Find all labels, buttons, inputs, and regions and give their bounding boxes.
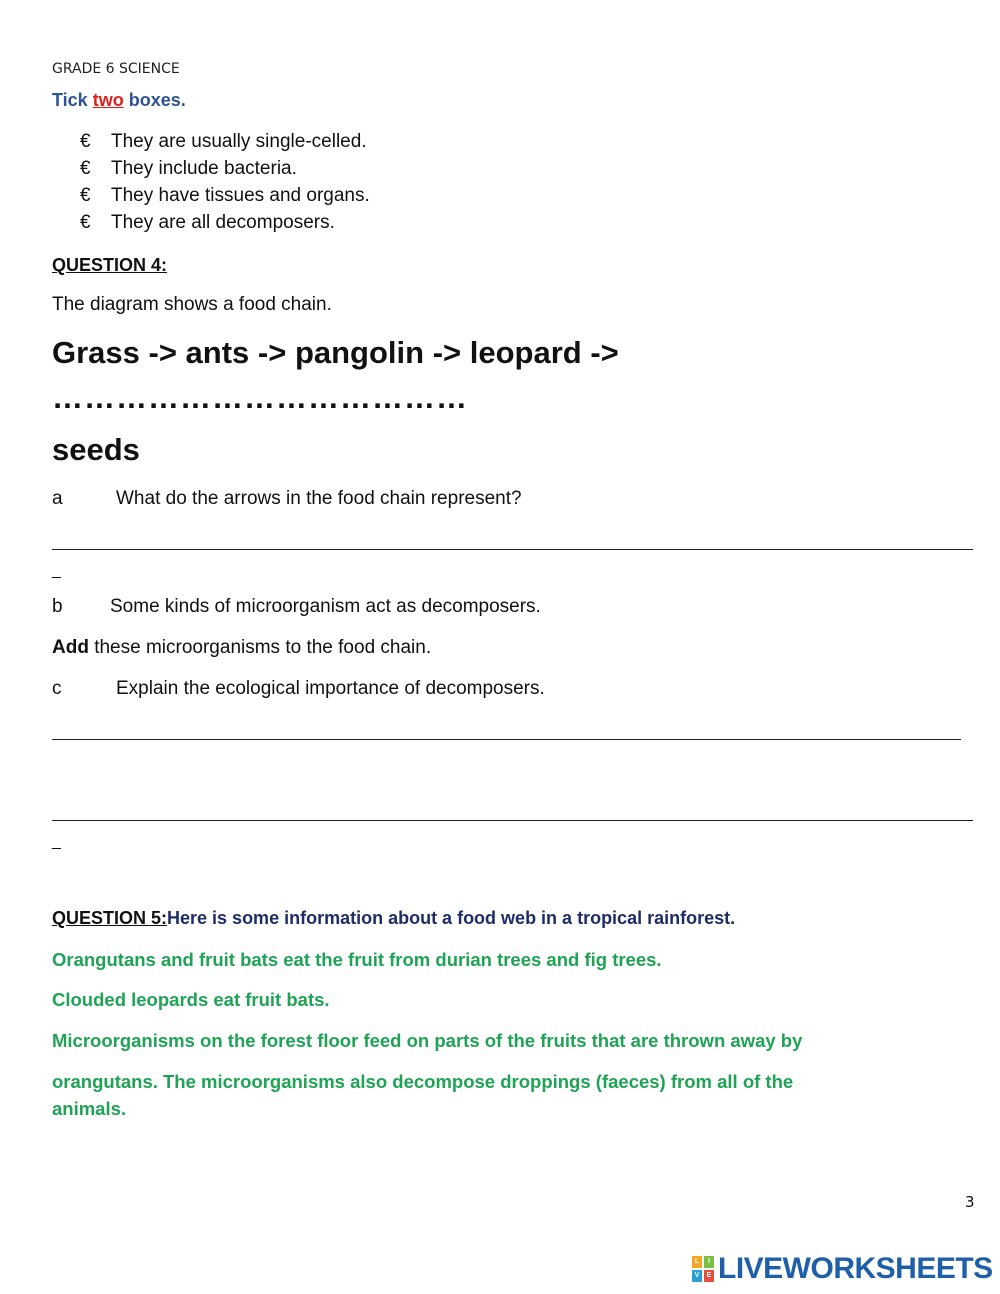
question-5-title: QUESTION 5: bbox=[52, 908, 168, 928]
question-b-label: b bbox=[52, 596, 63, 617]
food-chain: Grass -> ants -> pangolin -> leopard -> bbox=[52, 335, 619, 370]
instruction-post: boxes. bbox=[123, 90, 186, 110]
question-5-intro: Here is some information about a food web in a tropical rainforest. bbox=[167, 908, 736, 928]
option-4[interactable] bbox=[80, 212, 335, 234]
question-a-label: a bbox=[52, 488, 63, 509]
logo-icon bbox=[692, 1256, 714, 1282]
q4-intro: The diagram shows a food chain. bbox=[52, 294, 332, 315]
option-text: They are all decomposers. bbox=[111, 212, 335, 233]
answer-line-c2-tail: _ bbox=[52, 833, 61, 850]
question-c-label: c bbox=[52, 678, 62, 699]
liveworksheets-logo[interactable] bbox=[692, 1252, 993, 1286]
question-4-title: QUESTION 4: bbox=[52, 255, 168, 275]
question-c bbox=[52, 678, 545, 700]
option-3[interactable] bbox=[80, 185, 370, 207]
checkbox-icon[interactable]: € bbox=[80, 158, 91, 179]
checkbox-icon[interactable]: € bbox=[80, 212, 91, 233]
answer-line-a-tail: _ bbox=[52, 562, 61, 579]
logo-letter: I bbox=[704, 1256, 714, 1268]
option-2[interactable] bbox=[80, 158, 297, 180]
food-chain-seeds: seeds bbox=[52, 432, 140, 467]
add-rest: these microorganisms to the food chain. bbox=[88, 637, 432, 658]
page-number: 3 bbox=[965, 1193, 975, 1211]
q5-info-line: Orangutans and fruit bats eat the fruit from durian trees and fig trees. bbox=[52, 949, 662, 970]
question-b-text: Some kinds of microorganism act as decomposers. bbox=[110, 596, 541, 617]
checkbox-icon[interactable]: € bbox=[80, 131, 91, 152]
question-5 bbox=[52, 908, 735, 929]
option-text: They are usually single-celled. bbox=[111, 131, 367, 152]
answer-line-c1[interactable] bbox=[52, 739, 961, 740]
option-text: They have tissues and organs. bbox=[111, 185, 370, 206]
option-1[interactable] bbox=[80, 131, 367, 153]
answer-line-a[interactable] bbox=[52, 549, 973, 550]
logo-letter: E bbox=[704, 1270, 714, 1282]
answer-line-c2[interactable] bbox=[52, 820, 973, 821]
add-bold: Add bbox=[52, 637, 89, 658]
question-a bbox=[52, 488, 522, 510]
add-instruction bbox=[52, 637, 431, 659]
checkbox-icon[interactable]: € bbox=[80, 185, 91, 206]
question-b bbox=[52, 596, 541, 618]
q5-info-line: Microorganisms on the forest floor feed on parts of the fruits that are thrown away by bbox=[52, 1030, 803, 1051]
question-a-text: What do the arrows in the food chain represent? bbox=[116, 488, 522, 509]
q5-info-line: orangutans. The microorganisms also decompose droppings (faeces) from all of the bbox=[52, 1071, 794, 1092]
instruction-emphasis: two bbox=[92, 90, 124, 110]
q5-info-line: animals. bbox=[52, 1098, 127, 1119]
logo-text: LIVEWORKSHEETS bbox=[718, 1252, 993, 1285]
food-chain-blank[interactable]: ………………………………… bbox=[52, 380, 468, 415]
question-c-text: Explain the ecological importance of decomposers. bbox=[116, 678, 545, 699]
logo-letter: V bbox=[692, 1270, 702, 1282]
instruction bbox=[52, 90, 186, 111]
page-header: GRADE 6 SCIENCE bbox=[52, 61, 180, 77]
option-text: They include bacteria. bbox=[111, 158, 297, 179]
q5-info-line: Clouded leopards eat fruit bats. bbox=[52, 989, 330, 1010]
logo-letter: L bbox=[692, 1256, 702, 1268]
instruction-pre: Tick bbox=[52, 90, 93, 110]
